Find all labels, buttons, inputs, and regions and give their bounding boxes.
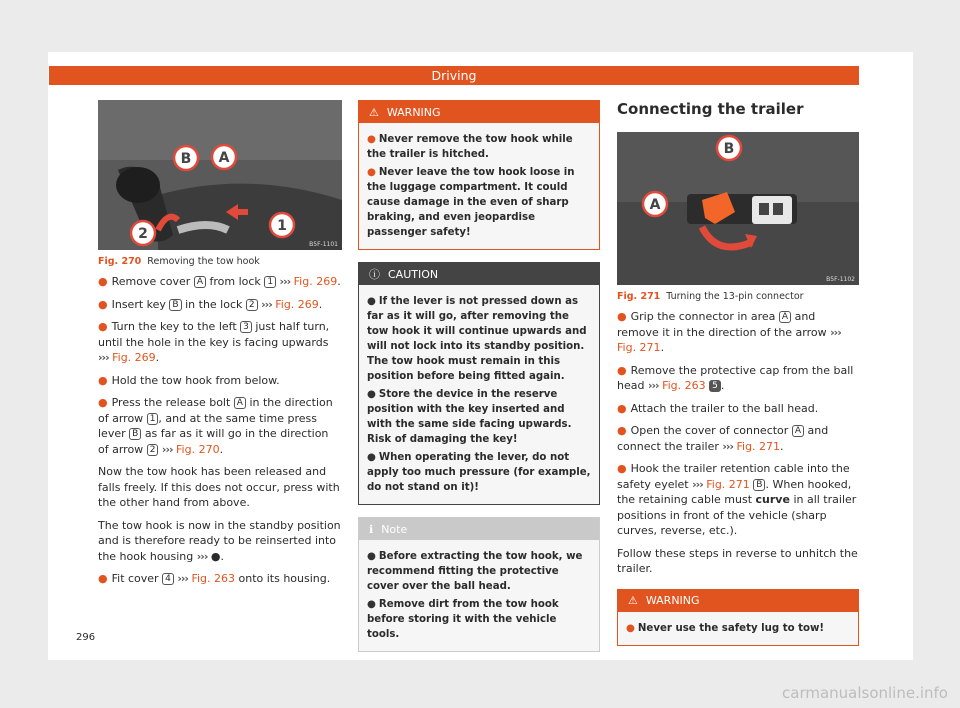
warning-header: ⚠ WARNING — [618, 590, 858, 612]
fig-263-link[interactable]: Fig. 263 — [662, 379, 706, 392]
figure-270-callouts — [98, 100, 342, 250]
step-insert-key: ● Insert key B in the lock 2 ››› Fig. 269. — [98, 297, 323, 311]
paragraph-unhitch: Follow these steps in reverse to unhitch the trailer. — [617, 546, 858, 575]
fig-271-link[interactable]: Fig. 271 — [706, 477, 750, 491]
chapter-header: Driving — [49, 66, 859, 85]
warning-box — [617, 589, 859, 646]
callout-a: A — [649, 197, 661, 213]
section-title: Connecting the trailer — [617, 100, 804, 118]
step-attach-trailer: ● Attach the trailer to the ball head. — [617, 401, 819, 415]
fig-263-link[interactable]: Fig. 263 — [191, 572, 235, 585]
watermark: carmanualsonline.info — [782, 684, 948, 702]
caution-item: ● Store the device in the reserve position with the key inserted and with the same side facing upwards. Risk of damaging the key! — [367, 389, 572, 445]
step-fit-cover: ● Fit cover 4 ››› Fig. 263 onto its housing. — [98, 572, 331, 585]
figure-caption: Fig. 270 Removing the tow hook — [98, 256, 260, 267]
figure-270 — [98, 100, 342, 250]
caution-circle-icon: ⓘ — [369, 268, 380, 281]
caution-box — [358, 262, 600, 505]
figure-code: B5F-1101 — [309, 241, 338, 248]
step-hook-cable: ● Hook the trailer retention cable into the safety eyelet ››› Fig. 271 B . When hooked, the retaining cable must curve in all trailer positions in front of the vehicle (sharp curves, reverse, etc.). — [617, 462, 857, 537]
callout-2: 2 — [138, 226, 148, 242]
note-item: ● Before extracting the tow hook, we recommend fitting the protective cover over the ball head. — [367, 551, 583, 592]
figure-code: B5F-1102 — [826, 276, 855, 283]
callout-1: 1 — [277, 218, 287, 234]
note-header: ℹ Note — [359, 518, 599, 540]
warning-symbol-icon: ● — [210, 549, 221, 563]
fig-269-link[interactable]: Fig. 269 — [293, 275, 338, 288]
fig-271-link[interactable]: Fig. 271 — [617, 341, 661, 354]
warning-triangle-icon: ⚠ — [369, 105, 379, 119]
callout-b: B — [180, 151, 192, 167]
column-left — [98, 100, 342, 587]
step-press-bolt: ● Press the release bolt A in the direction of arrow 1 , and at the same time press lever B as far as it will go in the direction of arrow 2 ››› Fig. 270. — [98, 396, 333, 456]
note-item: ● Remove dirt from the tow hook before storing it with the vehicle tools. — [367, 599, 559, 640]
fig-270-link[interactable]: Fig. 270 — [176, 442, 220, 456]
warning-item: ● Never remove the tow hook while the trailer is hitched. — [367, 134, 573, 160]
callout-b: B — [723, 141, 735, 157]
note-info-icon: ℹ — [369, 522, 374, 536]
paragraph-released: Now the tow hook has been released and falls freely. If this does not occur, press with the other hand from above. — [98, 465, 340, 509]
column-right — [617, 100, 859, 658]
step-hold-hook: ● Hold the tow hook from below. — [98, 373, 280, 387]
note-box — [358, 517, 600, 652]
step-remove-cover: ● Remove cover A from lock 1 ››› Fig. 269. — [98, 275, 341, 288]
warning-header: ⚠ WARNING — [359, 101, 599, 123]
warning-item: ● Never leave the tow hook loose in the luggage compartment. It could cause damage in the even of sharp braking, and even jeopardise passenger safety! — [367, 167, 575, 238]
caution-header: ⓘ CAUTION — [359, 263, 599, 285]
warning-triangle-icon: ⚠ — [628, 594, 638, 607]
step-remove-cap: ● Remove the protective cap from the ball head ››› Fig. 263 5 . — [617, 363, 854, 392]
fig-269-link[interactable]: Fig. 269 — [275, 297, 319, 311]
step-turn-key: ● Turn the key to the left 3 just half turn, until the hole in the key is facing upwards ››› Fig. 269. — [98, 320, 330, 364]
fig-271-link[interactable]: Fig. 271 — [736, 439, 781, 453]
callout-a: A — [218, 150, 230, 166]
fig-269-link[interactable]: Fig. 269 — [112, 351, 156, 364]
page-number: 296 — [76, 632, 96, 643]
step-grip-connector: ● Grip the connector in area A and remove it in the direction of the arrow ››› Fig. 271. — [617, 310, 841, 354]
column-middle — [358, 100, 600, 664]
paragraph-standby: The tow hook is now in the standby position and is therefore ready to be reinserted into the hook housing ››› ●. — [98, 518, 341, 563]
figure-271 — [617, 132, 859, 285]
warning-box — [358, 100, 600, 250]
caution-item: ● If the lever is not pressed down as far as it will go, after removing the tow hook it will continue upwards and will not lock into its standby position. The tow hook must remain in this position before being fitted again. — [367, 296, 587, 382]
caution-item: ● When operating the lever, do not apply too much pressure (for example, do not stand on it)! — [367, 452, 591, 493]
warning-item: ● Never use the safety lug to tow! — [626, 622, 825, 634]
figure-caption: Fig. 271 Turning the 13-pin connector — [617, 291, 804, 302]
step-open-cover: ● Open the cover of connector A and connect the trailer ››› Fig. 271. — [617, 424, 829, 453]
figure-271-callouts — [617, 132, 859, 285]
